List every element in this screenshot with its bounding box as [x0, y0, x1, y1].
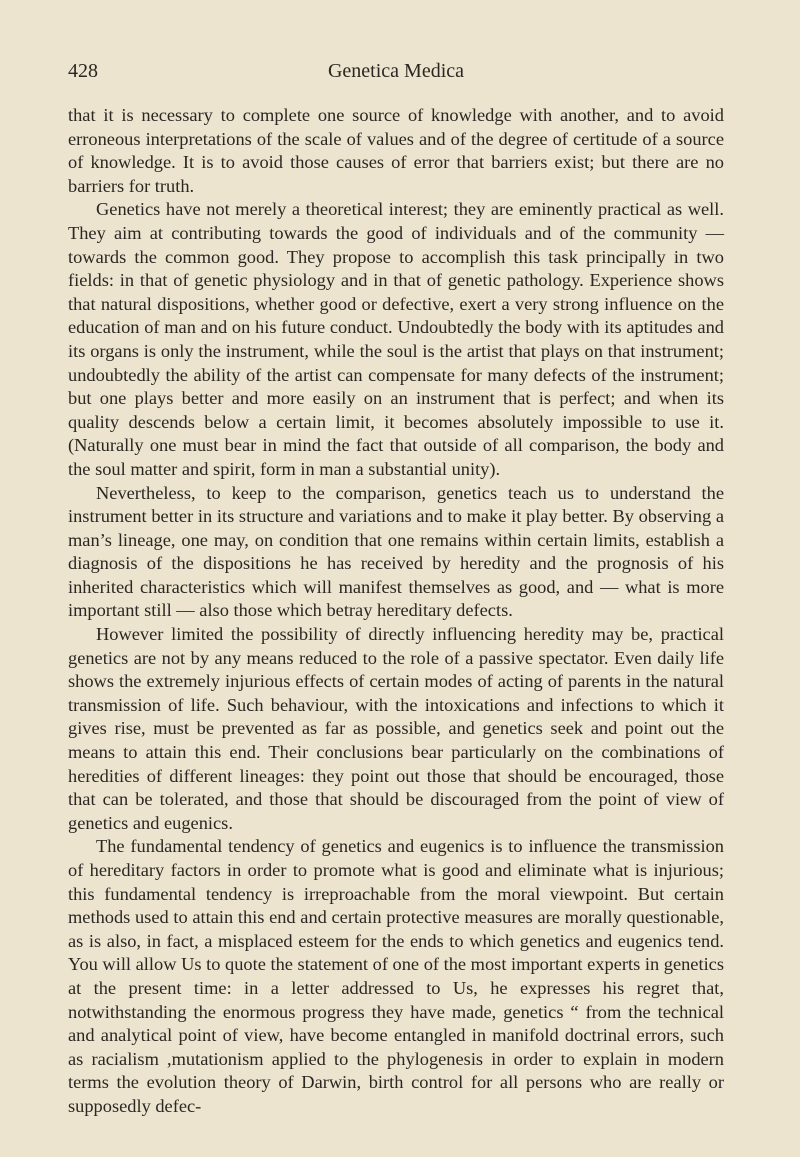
page-number: 428 — [68, 60, 98, 82]
body-text — [68, 104, 724, 1119]
paragraph: Nevertheless, to keep to the comparison, genetics teach us to understand the instrument better in its structure and variations and to make it play better. By observing a man’s lineage, one may, on condition that one remains within certain limits, establish a diagnosis of the dispositions he has received by heredity and the prognosis of his inherited characteristics which will manifest themselves as good, and — what is more important still — also those which betray hereditary defects. — [68, 482, 724, 621]
running-title: Genetica Medica — [327, 60, 465, 82]
paragraph-continued: that it is necessary to complete one source of knowledge with another, and to avoid erroneous interpretations of the scale of values and of the degree of certitude of a source of knowledge. It is to avoid those causes of error that barriers exist; but there are no barriers for truth. — [68, 105, 724, 196]
running-head — [68, 60, 724, 90]
paragraph: However limited the possibility of directly influencing heredity may be, practical genetics are not by any means reduced to the role of a passive spectator. Even daily life shows the extremely injurious effects of certain modes of acting of parents in the natural transmission of life. Such behaviour, with the intoxications and infections to which it gives rise, must be prevented as far as possible, and genetics seek and point out the means to attain this end. Their conclusions bear particularly on the combinations of heredities of different lineages: they point out those that should be encouraged, those that can be tolerated, and those that should be discouraged from the point of view of genetics and eugenics. — [68, 624, 724, 833]
paragraph: The fundamental tendency of genetics and eugenics is to influence the transmission of hereditary factors in order to promote what is good and eliminate what is injurious; this fundamental tendency is irreproachable from the moral viewpoint. But certain methods used to attain this end and certain protective measures are morally questionable, as is also, in fact, a misplaced esteem for the ends to which genetics and eugenics tend. You will allow Us to quote the statement of one of the most important experts in genetics at the present time: in a letter addressed to Us, he expresses his regret that, notwithstanding the enormous progress they have made, genetics “ from the technical and analytical point of view, have become entangled in manifold doctrinal errors, such as racialism ,mutationism applied to the phylogenesis in order to explain in modern terms the evolution theory of Darwin, birth control for all persons who are really or supposedly defec- — [68, 836, 725, 1116]
book-page — [0, 60, 800, 1157]
paragraph: Genetics have not merely a theoretical interest; they are eminently practical as well. They aim at contributing towards the good of individuals and of the community — towards the common good. They propose to accomplish this task principally in two fields: in that of genetic physiology and in that of genetic pathology. Experience shows that natural dispositions, whether good or defective, exert a very strong influence on the education of man and on his future conduct. Undoubtedly the body with its aptitudes and its organs is only the instrument, while the soul is the artist that plays on that instrument; undoubtedly the ability of the artist can compensate for many defects of the instrument; but one plays better and more easily on an instrument that is perfect; and when its quality descends below a certain limit, it becomes absolutely impossible to use it. (Naturally one must bear in mind the fact that outside of all comparison, the body and the soul matter and spirit, form in man a substantial unity). — [68, 199, 724, 479]
